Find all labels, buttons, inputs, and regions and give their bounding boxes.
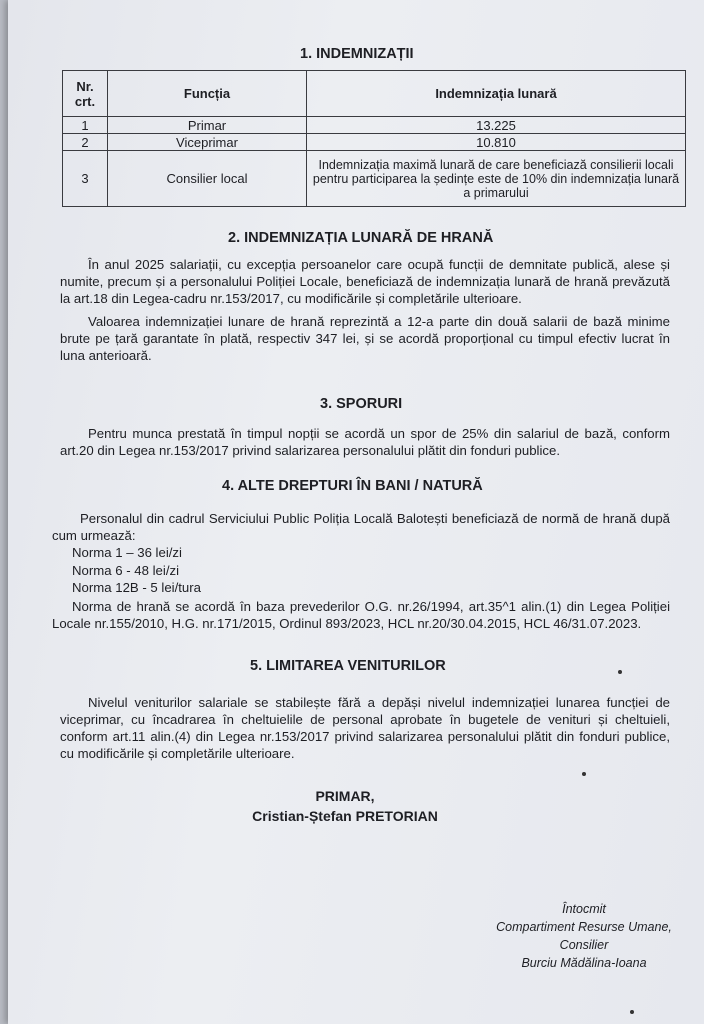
section-1-title: 1. INDEMNIZAȚII xyxy=(300,46,414,62)
cell-indemnizatia: 10.810 xyxy=(307,134,686,151)
table-header-row xyxy=(63,71,686,117)
section-4-title: 4. ALTE DREPTURI ÎN BANI / NATURĂ xyxy=(222,478,483,494)
cell-nr: 1 xyxy=(63,117,108,134)
section-4-paragraph-2: Norma de hrană se acordă în baza prevederilor O.G. nr.26/1994, art.35^1 alin.(1) din Legea Poliției Locale nr.155/2010, H.G. nr.171/2015, Ordinul 893/2023, HCL nr.20/30.04.2015, HCL 46/31.07.2023. xyxy=(52,599,670,631)
header-indemnizatia: Indemnizația lunară xyxy=(307,71,686,117)
prepared-by-label: Întocmit xyxy=(562,902,606,916)
norm-item: Norma 1 – 36 lei/zi xyxy=(72,545,182,560)
signature-name: Cristian-Ștefan PRETORIAN xyxy=(252,808,438,824)
cell-functia: Consilier local xyxy=(108,151,307,207)
indemnizatii-table xyxy=(62,70,686,207)
section-2-paragraph-2: Valoarea indemnizației lunare de hrană reprezintă a 12-a parte din două salarii de bază minime brute pe țară garantate în plată, respectiv 347 lei, și se acordă proporțional cu timpul efectiv lucrat în luna anterioară. xyxy=(60,314,670,363)
cell-nr: 2 xyxy=(63,134,108,151)
prepared-by-position: Consilier xyxy=(559,938,609,952)
cell-nr: 3 xyxy=(63,151,108,207)
paper-mark xyxy=(582,772,586,776)
section-4-paragraph-1: Personalul din cadrul Serviciului Public Poliția Locală Balotești beneficiază de normă de hrană după cum urmează: xyxy=(52,511,670,543)
section-2-title: 2. INDEMNIZAȚIA LUNARĂ DE HRANĂ xyxy=(228,230,494,246)
cell-functia: Primar xyxy=(108,117,307,134)
norm-item: Norma 12B - 5 lei/tura xyxy=(72,580,201,595)
cell-indemnizatia: Indemnizația maximă lunară de care beneficiază consilierii locali pentru participarea la ședințe este de 10% din indemnizația lunară a primarului xyxy=(307,151,686,207)
paper-mark xyxy=(618,670,622,674)
cell-functia: Viceprimar xyxy=(108,134,307,151)
header-functia: Funcția xyxy=(108,71,307,117)
cell-indemnizatia: 13.225 xyxy=(307,117,686,134)
header-nr: Nr. crt. xyxy=(63,71,108,117)
section-3-paragraph-1: Pentru munca prestată în timpul nopții se acordă un spor de 25% din salariul de bază, conform art.20 din Legea nr.153/2017 privind salarizarea personalului plătit din fonduri publice. xyxy=(60,426,670,458)
section-5-title: 5. LIMITAREA VENITURILOR xyxy=(250,658,446,674)
table-row xyxy=(63,117,686,134)
prepared-by-name: Burciu Mădălina-Ioana xyxy=(521,956,647,970)
signature-block xyxy=(230,786,460,826)
paper-mark xyxy=(630,1010,634,1014)
table-row xyxy=(63,134,686,151)
prepared-by-department: Compartiment Resurse Umane, xyxy=(496,920,672,934)
norm-item: Norma 6 - 48 lei/zi xyxy=(72,563,180,578)
section-2-paragraph-1: În anul 2025 salariații, cu excepția persoanelor care ocupă funcții de demnitate publică, alese și numite, precum și a personalului Poliției Locale, beneficiază de indemnizația lunară de hrană prevăzută la art.18 din Legea-cadru nr.153/2017, cu modificările și completările ulterioare. xyxy=(60,257,670,306)
prepared-by-block xyxy=(488,900,680,972)
section-5-paragraph-1: Nivelul veniturilor salariale se stabilește fără a depăși nivelul indemnizației lunarea funcției de viceprimar, cu încadrarea în cheltuielile de personal aprobate în bugetele de venituri și cheltuieli, conform art.11 alin.(4) din Legea nr.153/2017 privind salarizarea personalului plătit din fonduri publice, cu modificările și completările ulterioare. xyxy=(60,695,670,761)
signature-role: PRIMAR, xyxy=(315,788,375,804)
table-row xyxy=(63,151,686,207)
section-3-title: 3. SPORURI xyxy=(320,396,403,412)
